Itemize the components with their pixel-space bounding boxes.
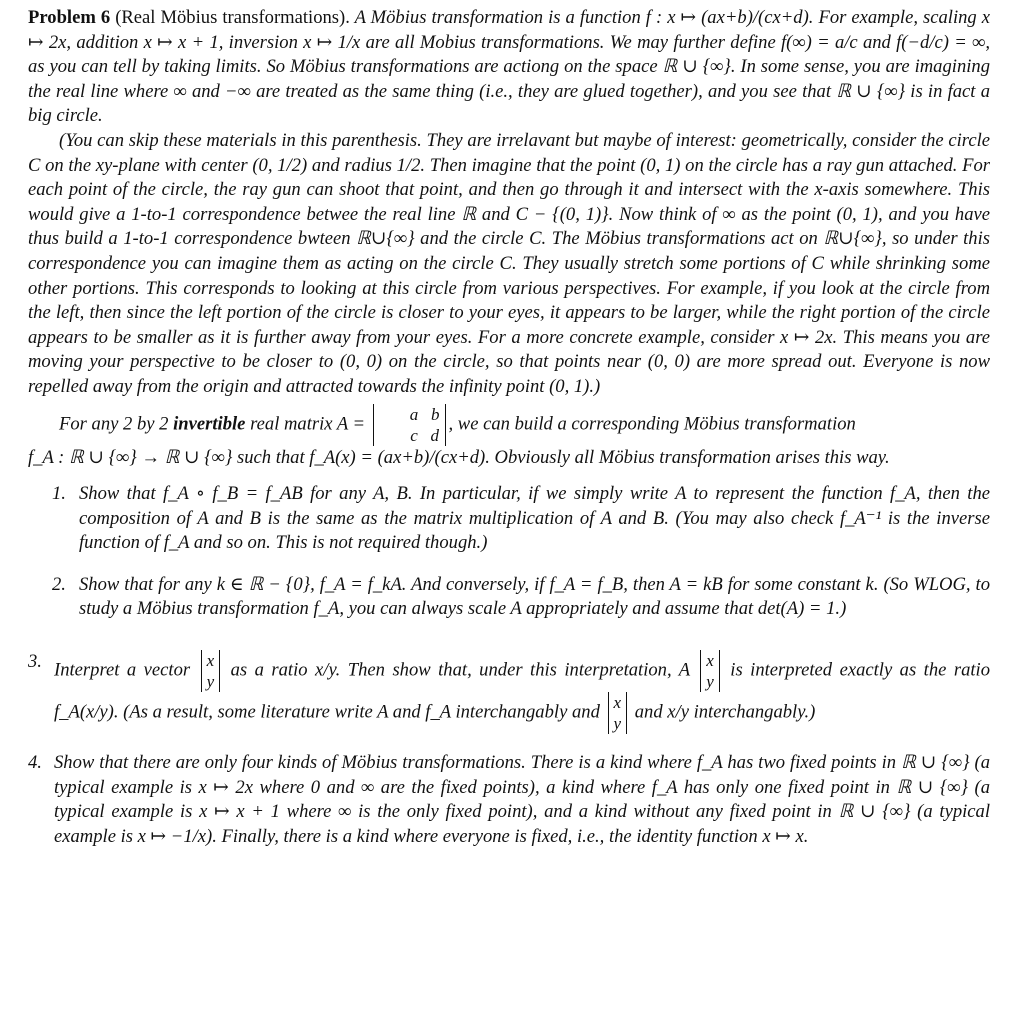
list-item	[28, 573, 990, 622]
vector-top: x	[613, 693, 622, 713]
item-text: Show that for any k ∈ ℝ − {0}, f_A = f_kA. And conversely, if f_A = f_B, then A = kB for some constant k. (So WLOG, to study a Möbius transformation f_A, you can always scale A appropriately and assume that det(A) = 1.)	[79, 573, 990, 620]
item-number: 4.	[28, 752, 42, 774]
problem-title: Problem 6	[28, 7, 111, 28]
item-tail: and x/y interchangably.)	[634, 701, 816, 723]
matrix-row-1: a b	[409, 404, 440, 424]
matrix-a	[373, 404, 446, 446]
vector-bottom: y	[613, 714, 622, 734]
vector-top: x	[706, 651, 714, 671]
matrix-mid: real matrix A =	[250, 412, 366, 434]
matrix-def-line: f_A : ℝ ∪ {∞} → ℝ ∪ {∞} such that f_A(x) = (ax+b)/(cx+d). Obviously all Möbius transformation arises this way.	[28, 446, 890, 468]
item-post: is interpreted exactly as the ratio f_A(x/y). (As a result, some literature write A and f_A interchangably and	[54, 659, 991, 723]
item-number: 3.	[28, 651, 42, 673]
vector-xy	[201, 650, 221, 692]
list-item	[28, 650, 990, 734]
vector-top: x	[206, 651, 215, 671]
item-pre: Interpret a vector	[54, 659, 191, 681]
question-list	[28, 482, 990, 849]
matrix-pre: For any 2 by 2	[59, 412, 169, 434]
vector-xy-3	[608, 692, 628, 734]
item-number: 1.	[52, 483, 66, 505]
item-text: Show that there are only four kinds of Möbius transformations. There is a kind where f_A has two fixed points in ℝ ∪ {∞} (a typical example is x ↦ 2x where 0 and ∞ are the fixed points), a kind where f_A has only one fixed point in ℝ ∪ {∞} (a typical example is x ↦ x + 1 where ∞ is the only fixed point), and a kind without any fixed point in ℝ ∪ {∞} (a typical example is x ↦ −1/x). Finally, there is a kind where everyone is fixed, i.e., the identity function x ↦ x.	[54, 752, 990, 847]
matrix-definition	[28, 404, 990, 446]
matrix-post: , we can build a corresponding Möbius transformation	[448, 412, 856, 434]
intro-text: A Möbius transformation is a function f : x ↦ (ax+b)/(cx+d). For example, scaling x ↦ 2x, addition x ↦ x + 1, inversion x ↦ 1/x are all Mobius transformations. We may further define f(∞) = a/c and f(−d/c) = ∞, as you can tell by taking limits. So Möbius transformations are actiong on the space ℝ ∪ {∞}. In some sense, you are imagining the real line where ∞ and −∞ are treated as the same thing (i.e., they are glued together), and you see that ℝ ∪ {∞} is in fact a big circle.	[28, 7, 990, 127]
vector-bottom: y	[206, 672, 215, 692]
aside-paragraph: (You can skip these materials in this parenthesis. They are irrelavant but maybe of interest: geometrically, consider the circle C on the xy-plane with center (0, 1/2) and radius 1/2. Then imagine that the point (0, 1) on the circle has a ray gun attached. For each point of the circle, the ray gun can shoot that point, and then go through it and intersect with the x-axis somewhere. This would give a 1-to-1 correspondence betwee the real line ℝ and C − {(0, 1)}. Now think of ∞ as the point (0, 1), and you have thus build a 1-to-1 correspondence bwteen ℝ∪{∞} and the circle C. The Möbius transformations act on ℝ∪{∞}, so under this correspondence you can imagine them as acting on the circle C. They usually stretch some portions of C while shrinking some other portions. This corresponds to looking at this circle from various perspectives. For example, if you look at the circle from the left, then since the left portion of the circle is closer to your eyes, it appears to be larger, while the right portion of the circle appears to be smaller as it is further away from your eyes. For a more concrete example, consider x ↦ 2x. This means you are moving your perspective to be closer to (0, 0) on the circle, so that points near (0, 0) are more spread out. Everyone is now repelled away from the origin and attracted towards the infinity point (0, 1).)	[28, 129, 990, 397]
list-item	[28, 482, 990, 556]
problem-document	[28, 6, 990, 866]
problem-intro	[28, 6, 990, 129]
item-number: 2.	[52, 573, 66, 595]
problem-subtitle: (Real Möbius transformations).	[115, 7, 350, 28]
vector-xy-2	[700, 650, 720, 692]
matrix-row-2: c d	[410, 425, 440, 445]
item-text: Show that f_A ∘ f_B = f_AB for any A, B. In particular, if we simply write A to represent the function f_A, then the composition of A and B is the same as the matrix multiplication of A and B. (You may also check f_A⁻¹ is the inverse function of f_A and so on. This is not required though.)	[79, 483, 990, 554]
matrix-bold: invertible	[173, 412, 246, 434]
vector-bottom: y	[706, 672, 714, 692]
list-item	[28, 751, 990, 849]
item-mid: as a ratio x/y. Then show that, under this interpretation, A	[230, 659, 690, 681]
